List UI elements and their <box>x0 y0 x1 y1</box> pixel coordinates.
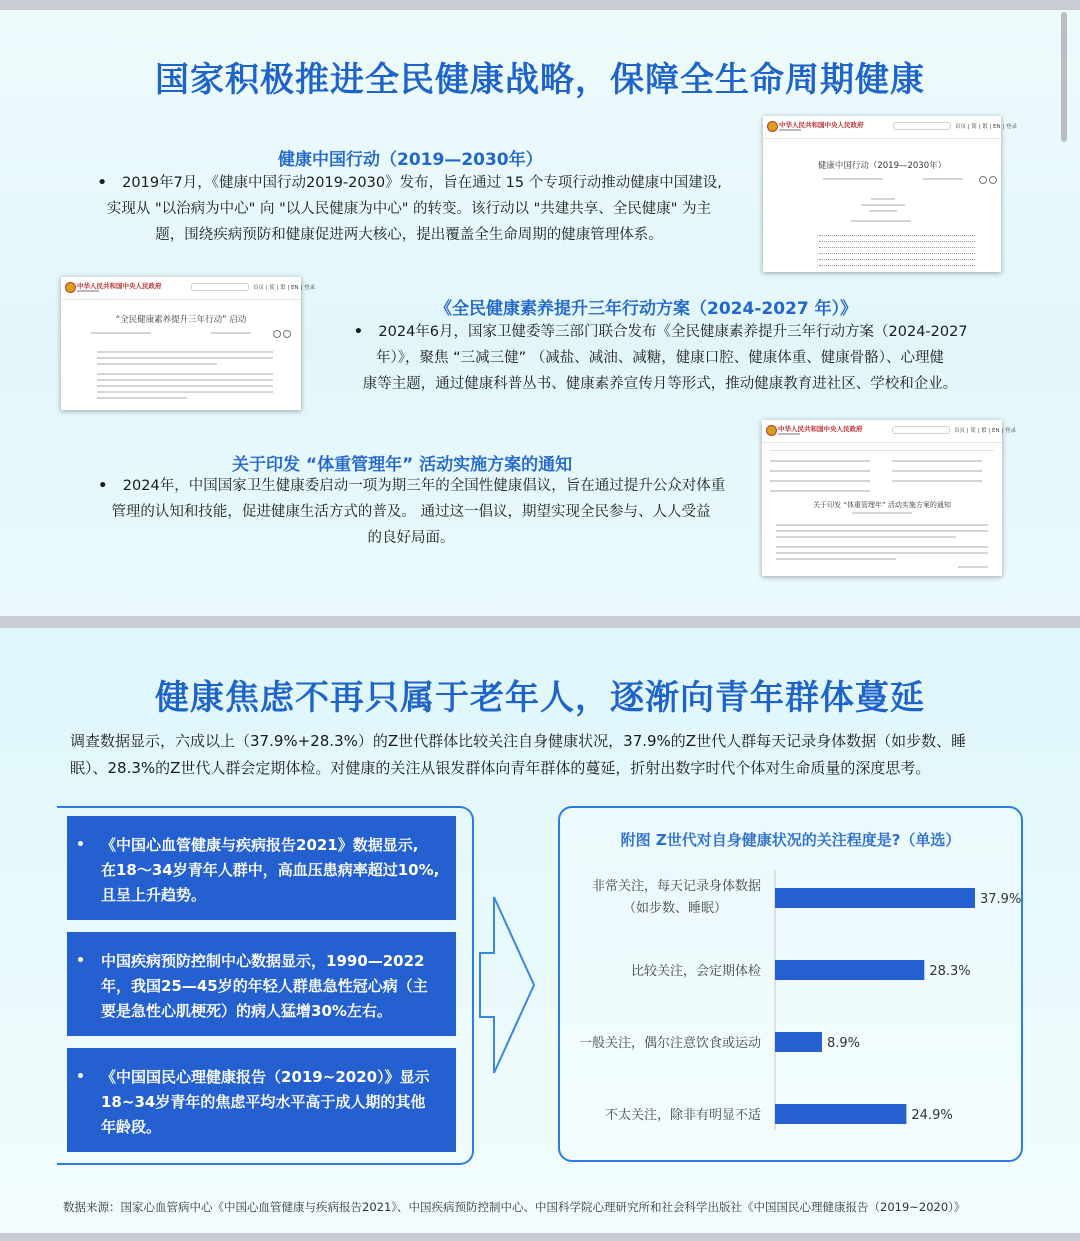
bottom-edge-bar <box>0 1233 1080 1241</box>
section-title-weight-management: 关于印发 “体重管理年” 活动实施方案的通知 <box>232 455 573 475</box>
bar-0 <box>775 888 975 908</box>
bar-value-label-2: 8.9% <box>826 1036 860 1051</box>
section-text-health-literacy: • 2024年6月，国家卫健委等三部门联合发布《全民健康素养提升三年行动方案（2024-2027 年）》，聚焦 “三减三健” （减盐、减油、减糖，健康口腔、健康体重、健康骨骼）、心理健 康等主题，通过健康科普丛书、健康素养宣传月等形式，推动健康教育进社区、学校和企业。 <box>315 319 1005 397</box>
evidence-box-anxiety: • 《中国国民心理健康报告（2019~2020）》显示 18~34岁青年的焦虑平均水平高于成人期的其他 年龄段。 <box>67 1048 456 1152</box>
bar-1 <box>775 960 924 980</box>
doc-thumbnail-weight-management: 中华人民共和国中央人民政府 首页 | 简 | 繁 | EN | 登录 关于印发 “体重管理年” 活动实施方案的通知 <box>762 420 1002 576</box>
bar-2 <box>775 1032 822 1052</box>
section-title-health-literacy: 《全民健康素养提升三年行动方案（2024-2027 年）》 <box>435 299 858 319</box>
survey-intro-text: 调查数据显示，六成以上（37.9%+28.3%）的Z世代群体比较关注自身健康状况，37.9%的Z世代人群每天记录身体数据（如步数、睡 眠）、28.3%的Z世代人群会定期体检。对健康的关注从银发群体向青年群体的蔓延，折射出数字时代个体对生命质量的深度思考。 <box>70 732 967 777</box>
bar-value-label-0: 37.9% <box>980 892 1022 907</box>
bullet-icon: • <box>98 478 108 494</box>
section-text-healthy-china: • 2019年7月，《健康中国行动2019-2030》发布，旨在通过 15 个专项行动推动健康中国建设, 实现从 "以治病为中心" 向 "以人民健康为中心" 的转变。该行动以 "共建共享、全民健康" 为主 题，围绕疾病预防和健康促进两大核心，提出覆盖全生命周期的健康管理体系。 <box>64 170 754 248</box>
doc-thumbnail-health-literacy: 中华人民共和国中央人民政府 首页 | 简 | 繁 | EN | 登录 “全民健康素养提升三年行动” 启动 <box>61 277 301 410</box>
doc-thumbnail-healthy-china: 中华人民共和国中央人民政府 首页 | 简 | 繁 | EN | 登录 健康中国行动（2019—2030年） <box>763 116 1001 272</box>
bullet-icon: • <box>353 324 364 340</box>
data-source-note: 数据来源：国家心血管病中心《中国心血管健康与疾病报告2021》、中国疾病预防控制中心、中国科学院心理研究所和社会科学出版社《中国国民心理健康报告（2019~2020）》 <box>63 1200 966 1214</box>
bar-value-label-3: 24.9% <box>911 1108 953 1123</box>
bullet-icon: • <box>97 175 107 191</box>
section-text-weight-management: • 2024年，中国国家卫生健康委启动一项为期三年的全国性健康倡议，旨在通过提升公众对体重 管理的认知和技能，促进健康生活方式的普及。 通过这一倡议，期望实现全民参与、人人受益 的良好局面。 <box>66 473 756 551</box>
bullet-icon: • <box>76 953 85 969</box>
evidence-box-hypertension: • 《中国心血管健康与疾病报告2021》数据显示, 在18～34岁青年人群中，高血压患病率超过10%, 且呈上升趋势。 <box>67 816 456 920</box>
national-emblem-icon <box>65 282 76 293</box>
evidence-box-coronary-disease: • 中国疾病预防控制中心数据显示，1990—2022 年，我国25—45岁的年轻人群患急性冠心病（主 要是急性心肌梗死）的病人猛增30%左右。 <box>67 932 456 1036</box>
chart-title: 附图 Z世代对自身健康状况的关注程度是?（单选） <box>620 831 961 849</box>
bullet-icon: • <box>76 1069 85 1085</box>
national-emblem-icon <box>767 121 778 132</box>
top-edge-bar <box>0 0 1080 10</box>
bullet-icon: • <box>76 837 85 853</box>
category-label-1-0: 比较关注，会定期体检 <box>630 964 761 979</box>
health-concern-bar-chart <box>560 860 1020 1150</box>
national-emblem-icon <box>766 425 777 436</box>
slide1-title: 国家积极推进全民健康战略，保障全生命周期健康 <box>155 60 925 100</box>
category-label-0-1: （如步数、睡眠） <box>622 901 728 916</box>
section-title-healthy-china: 健康中国行动（2019—2030年） <box>278 150 543 170</box>
slide-divider <box>0 616 1080 628</box>
bar-3 <box>775 1104 906 1124</box>
category-label-0-0: 非常关注，每天记录身体数据 <box>591 879 761 894</box>
right-arrow-icon <box>478 895 538 1075</box>
category-label-3-0: 不太关注，除非有明显不适 <box>604 1108 761 1123</box>
slide2-title: 健康焦虑不再只属于老年人，逐渐向青年群体蔓延 <box>155 678 925 718</box>
bar-value-label-1: 28.3% <box>929 964 971 979</box>
category-label-2-0: 一般关注，偶尔注意饮食或运动 <box>578 1036 761 1051</box>
